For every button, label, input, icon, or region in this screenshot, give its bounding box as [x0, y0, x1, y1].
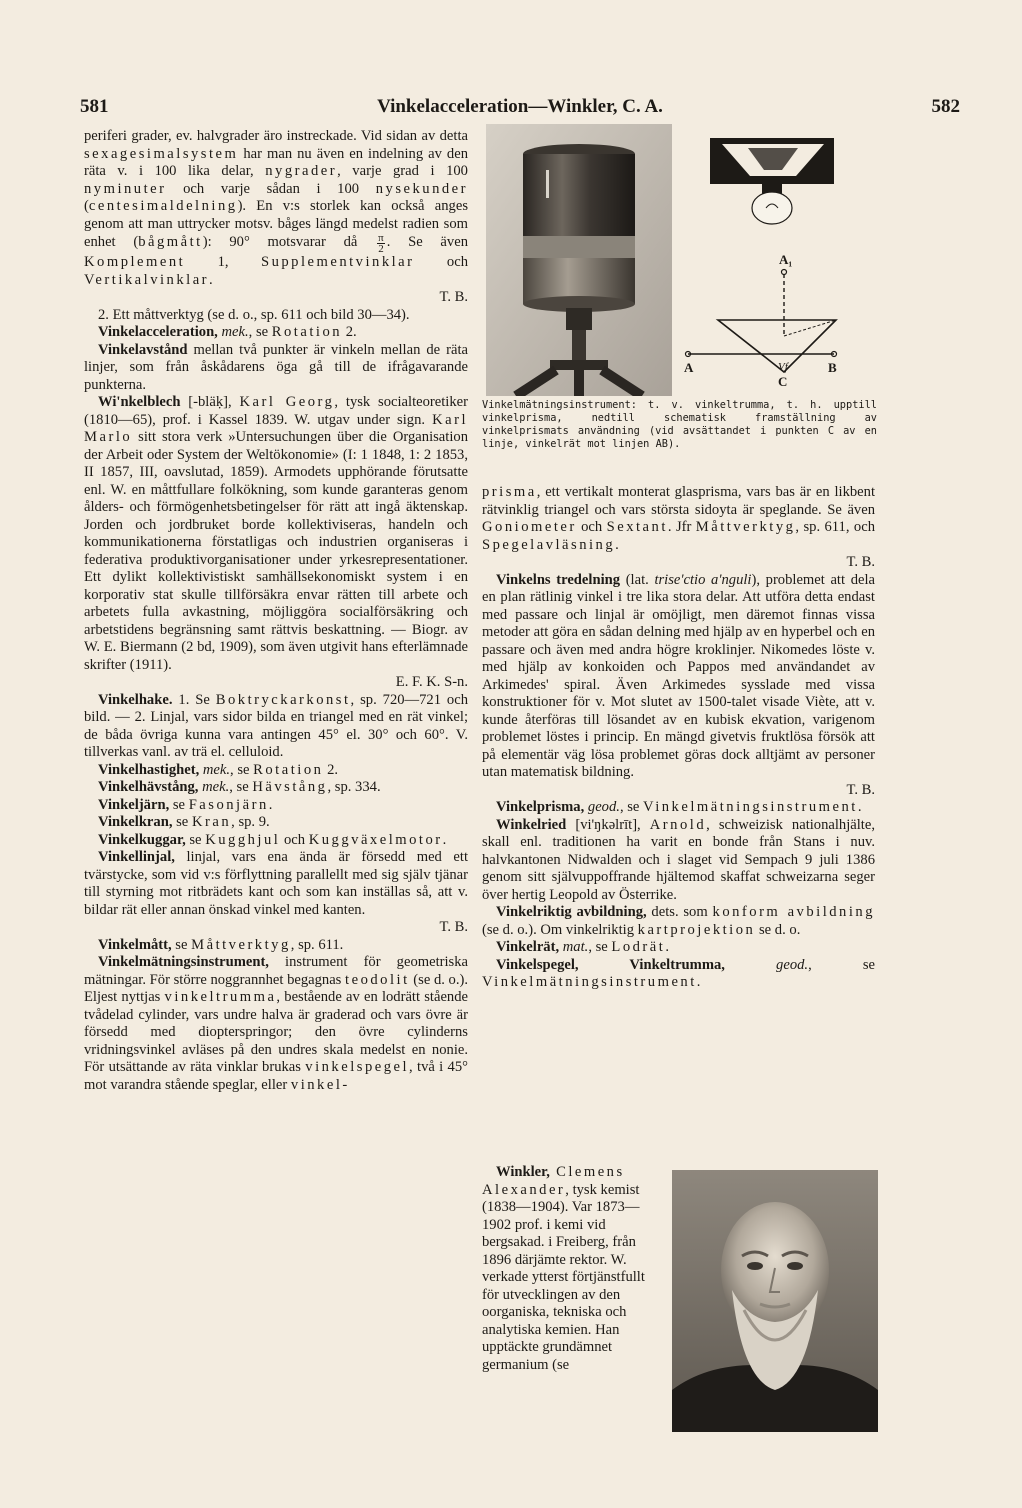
entry-vinkelriktig-avbildning: Vinkelriktig avbildning, dets. som konform avbildning (se d. o.). Om vinkelriktig kartprojektion se d. o.	[482, 904, 875, 938]
entry-vinkelavstand: Vinkelavstånd mellan två punkter är vinkeln mellan de räta linjer, som från åskådarens öga gå till de ifrågavarande punkterna.	[84, 341, 468, 393]
page-number-right: 582	[931, 96, 960, 117]
figure-caption: Vinkelmätningsinstrument: t. v. vinkeltrumma, t. h. upptill vinkelprisma, nedtill schematisk framställning av vinkelprismats användning (vid avsättandet i punkten C av en linje, vinkelrät mot linjen AB).	[482, 399, 877, 450]
entry-vinkel-continued: periferi grader, ev. halvgrader äro instreckade. Vid sidan av detta sexagesimalsystem har man nu även en indelning av den räta v. i 100 lika delar, nygrader, varje grad i 100 nyminuter och varje sådan i 100 nysekunder (centesimaldelning). En v:s storlek kan också anges genom att man uttrycker motsv. båges längd medelst radien som enhet (bågmått): 90° motsvarar då $\frac{\pi}{2}$ . Se även Komplement 1, Supplementvinklar och Vertikalvinklar.	[84, 128, 468, 288]
winkler-portrait	[672, 1170, 878, 1432]
page-header	[80, 96, 960, 126]
signature: E. F. K. S-n.	[395, 674, 468, 690]
left-column	[84, 128, 468, 1094]
entry-vinkelhake: Vinkelhake. 1. Se Boktryckarkonst, sp. 720—721 och bild. — 2. Linjal, vars sidor bilda en triangel med en rät vinkel; de båda övriga kunna vara antingen 45° el. 30° och 60°. V. tillverkas vanl. av trä el. celluloid.	[84, 691, 469, 760]
entry-vinkelacceleration: Vinkelacceleration, mek., se Rotation 2.	[98, 324, 357, 340]
vinkelprisma-diagram	[678, 124, 878, 396]
entry-vinkeljarn: Vinkeljärn, se Fasonjärn.	[98, 796, 273, 813]
entry-vinkelhastighet: Vinkelhastighet, mek., se Rotation 2.	[98, 761, 339, 778]
vinkeltrumma-photo	[486, 124, 672, 396]
entry-vinkelmatt: Vinkelmått, se Måttverktyg, sp. 611.	[98, 936, 344, 953]
entry-vinkellinjal: Vinkellinjal, linjal, vars ena ända är försedd med ett tvärstycke, som vid v:s förflyttning parallellt med sig själv tjänar till styrning mot ritbrädets kant och som kan inställas så, att v. bildar rät eller annan önskad vinkel med kanten.	[84, 849, 468, 918]
entry-winkelblech: Wi'nkelblech [-bläḳ], Karl Georg, tysk socialteoretiker (1810—65), prof. i Kassel 1839. W. utgav under sign. Karl Marlo sitt stora verk »Untersuchungen über die Organisation der Arbeit oder System der Weltökonomie» (I: 1 1848, 1: 2 1853, II 1857, III, oavslutad, 1859). Armodets upphörande förutsatte enl. W. en måttfullare folkökning, som kunde garanteras genom ålders- och förmögenhetsbetingelser för rätt att ingå äktenskap. Jorden och jordbruket borde kollektiviseras, handeln och kommunikationerna förstatligas och industrien organiseras i federativa produktivorganisationer under yrkesrepresentationer. Ett dylikt kollektivistiskt samhällsekonomiskt system i en korporativ stat skulle tillförsäkra envar rätten till arbete och arbetets fulla avkastning, möjliggöra socialförsäkring och arbetstidens begränsning samt rättvis beskattning. — Biogr. av W. E. Biermann (2 bd, 1909), som även utgivit hans efterlämnade skrifter (1911).	[84, 394, 468, 673]
entry-vinkelhavstang: Vinkelhävstång, mek., se Hävstång, sp. 334.	[98, 779, 381, 795]
entry-winkler: Winkler, Clemens Alexander, tysk kemist (1838—1904). Var 1873—1902 prof. i kemi vid bergsakad. i Freiberg, från 1896 därjämte rektor. W. verkade ytterst förtjänstfullt för utvecklingen av den oorganiska, tekniska och analytiska kemien. Han upptäckte grundämnet germanium (se	[482, 1164, 645, 1373]
vinkelprisma-drawing	[710, 138, 834, 224]
entry-vinkel-2: 2. Ett måttverktyg (se d. o., sp. 611 och bild 30—34).	[98, 306, 410, 323]
label-a: A	[684, 360, 694, 375]
entry-vinkelmatningsinstrument-cont: prisma, ett vertikalt monterat glasprisma, vars bas är en likbent rätvinklig triangel och vars största sidoyta är speglande. Se även Goniometer och Sextant. Jfr Måttverktyg, sp. 611, och Spegelavläsning.	[482, 484, 875, 553]
label-b: B	[828, 360, 837, 375]
right-column	[482, 484, 875, 992]
entry-vinkelprisma: Vinkelprisma, geod., se Vinkelmätningsinstrument.	[496, 799, 862, 815]
page-number-left: 581	[80, 96, 109, 117]
entry-vinkelkran: Vinkelkran, se Kran, sp. 9.	[98, 814, 270, 830]
entry-vinkelspegel: Vinkelspegel, Vinkeltrumma, geod., se Vinkelmätningsinstrument.	[482, 956, 875, 990]
label-vf: Vf	[778, 361, 788, 373]
entry-vinkelmatningsinstrument: Vinkelmätningsinstrument, instrument för geometriska mätningar. För större noggrannhet begagnas teodolit (se d. o.). Eljest nyttjas vinkeltrumma, bestående av en lodrätt stående tvådelad cylinder, vars undre halva är graderad och vars övre är försedd med diopterspringor; den övre cylinderns vridningsvinkel avläses på den undres skala medelst en nonie. För utsättande av räta vinklar brukas vinkelspegel, två i 45° mot varandra stående speglar, eller vinkel-	[84, 954, 468, 1093]
signature: T. B.	[846, 554, 875, 570]
signature: T. B.	[439, 289, 468, 305]
entry-vinkelrat: Vinkelrät, mat., se Lodrät.	[496, 939, 669, 955]
entry-winkelried: Winkelried [vi'ŋkəlrīt], Arnold, schweizisk nationalhjälte, skall enl. traditionen ha varit en bonde från Stans i nuv. halvkantonen Nidwalden och i slaget vid Sempach 9 juli 1386 genom sitt självuppoffrande hjältemod skaffat schweizarna seger över hertig Leopold av Österrike.	[482, 816, 875, 903]
label-c: C	[778, 374, 788, 389]
pi-half-fraction: $\frac{\pi}{2}$	[378, 232, 384, 255]
signature: T. B.	[846, 781, 875, 798]
signature: T. B.	[439, 919, 468, 935]
entry-vinkelns-tredelning: Vinkelns tredelning (lat. trise'ctio a'nguli), problemet att dela en plan rätlinig vinkel i tre lika stora delar. Att utföra detta endast med passare och linjal är omöjligt, men däremot finnas vissa metoder att göra en sådan delning med hjälp av en hyperbel och en passare och även med andra högre kroklinjer. Nikomedes löste v. med hjälp av konkoiden och Pappos med användandet av Arkimedes' spiral. Även Arkimedes sysslade med vissa konstruktioner för v. Mot slutet av 1500-talet visade Viète, att v. kunde återföras till lösandet av en kubisk ekvation, varigenom problemet löstes i princip. En mängd givetvis fruktlösa försök att på elementär väg lösa problemet göras dock alltjämt av personer utan matematisk bildning.	[482, 571, 875, 780]
label-a1: A₁	[779, 252, 793, 267]
entry-vinkelkuggar: Vinkelkuggar, se Kugghjul och Kuggväxelmotor.	[98, 831, 447, 848]
running-title: Vinkelacceleration—Winkler, C. A.	[377, 96, 663, 117]
schematic-diagram	[684, 252, 837, 389]
